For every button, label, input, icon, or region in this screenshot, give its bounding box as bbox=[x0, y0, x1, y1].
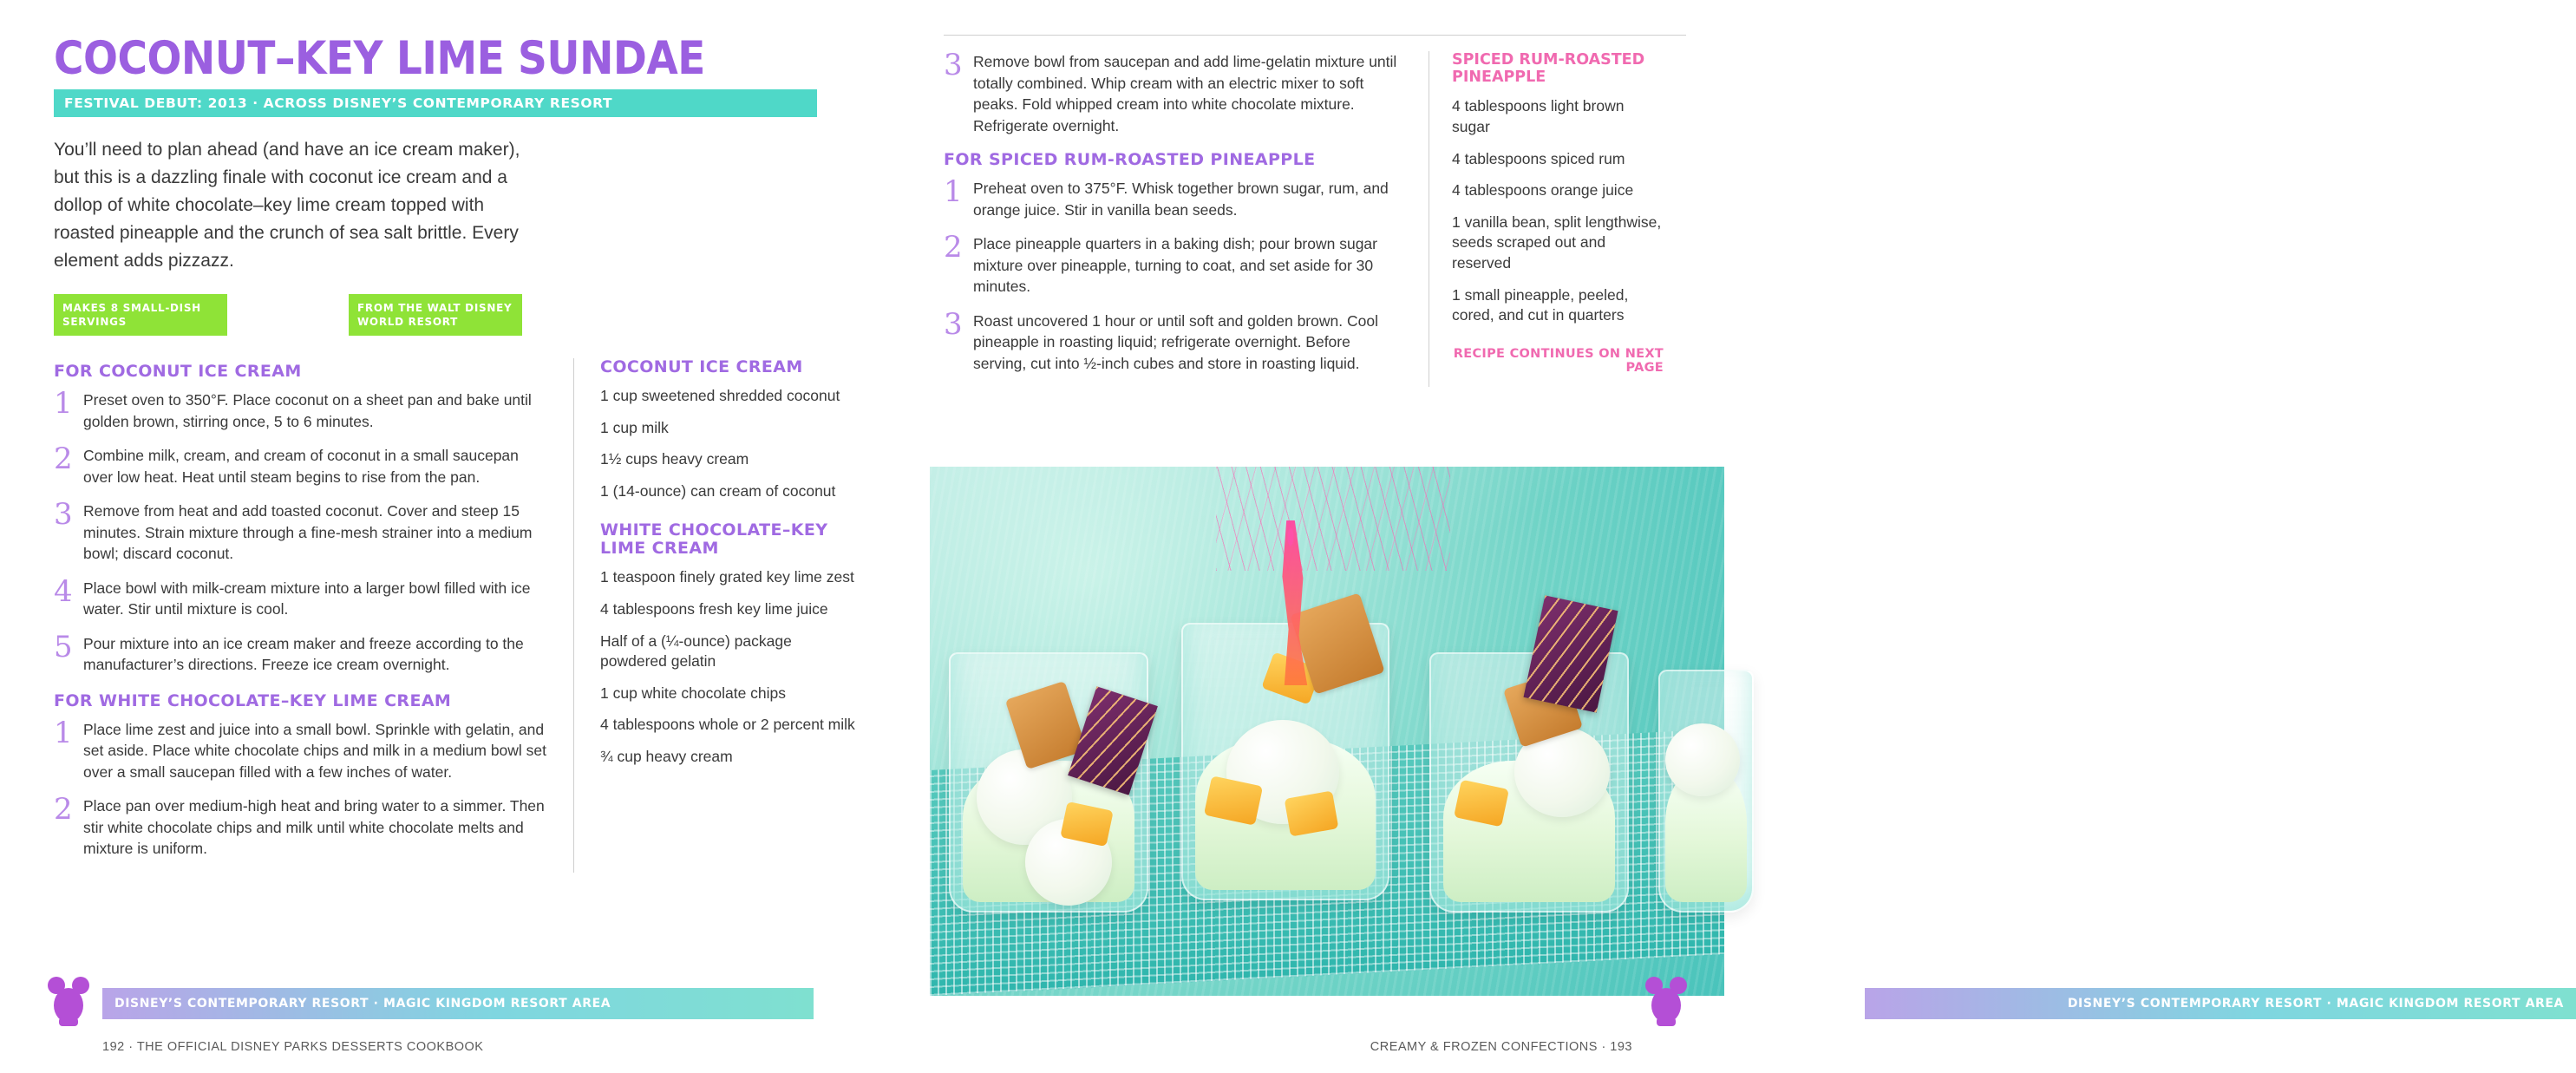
step-number: 4 bbox=[54, 573, 73, 609]
step-number: 5 bbox=[54, 629, 73, 664]
ingredient-item: 1 (14-ounce) can cream of coconut bbox=[600, 481, 836, 500]
step-text: Place lime zest and juice into a small bowl. Sprinkle with gelatin, and set aside. Place white chocolate chips and milk in a medium bowl set over a small saucepan filled with a few inches of water. bbox=[83, 720, 547, 781]
chocolate-shard bbox=[1068, 686, 1158, 795]
step-text: Roast uncovered 1 hour or until soft and golden brown. Cool pineapple in roasting liquid; refrigerate overnight. Before serving, cut into ½-inch cubes and store in roasting liquid. bbox=[973, 311, 1378, 372]
step-item bbox=[54, 497, 549, 565]
page-title: COCONUT–KEY LIME SUNDAE bbox=[54, 31, 705, 86]
recipe-intro: You’ll need to plan ahead (and have an ice cream maker), but this is a dazzling finale with coconut ice cream and a dollop of white chocolate–key lime cream topped with roasted pineapple and the crunch of sea salt brittle. Every element adds pizzazz. bbox=[54, 140, 520, 271]
sundae-glass bbox=[1658, 670, 1754, 913]
recipe-photo bbox=[930, 467, 1724, 996]
step-text: Place pan over medium-high heat and bring water to a simmer. Then stir white chocolate chips and milk until white chocolate melts and mixture is uniform. bbox=[83, 797, 545, 858]
section-heading-coconut-ice-cream: FOR COCONUT ICE CREAM bbox=[54, 362, 302, 382]
ingredient-item: 1 vanilla bean, split lengthwise, seeds scraped out and reserved bbox=[1452, 213, 1662, 272]
section-heading-spiced-rum-roasted-pineapple: FOR SPICED RUM-ROASTED PINEAPPLE bbox=[944, 150, 1316, 169]
ingredient-item: 4 tablespoons fresh key lime juice bbox=[600, 599, 828, 618]
step-item bbox=[54, 792, 549, 860]
step-number: 1 bbox=[944, 174, 963, 209]
mickey-icon bbox=[1643, 974, 1690, 1028]
ingredient-item: Half of a (¼-ounce) package powdered gelatin bbox=[600, 631, 792, 671]
ingredient-item: 4 tablespoons spiced rum bbox=[1452, 149, 1625, 167]
step-text: Place pineapple quarters in a baking dish; pour brown sugar mixture over pineapple, turning to coat, and set aside for 30 minutes. bbox=[973, 235, 1377, 295]
step-text: Preset oven to 350°F. Place coconut on a sheet pan and bake until golden brown, stirring once, 5 to 6 minutes. bbox=[83, 391, 532, 430]
ingredients-column bbox=[574, 358, 860, 873]
chocolate-stripes bbox=[1068, 686, 1158, 795]
ingredients-column-right bbox=[1429, 51, 1664, 387]
step-item bbox=[54, 386, 549, 432]
step-text: Place bowl with milk-cream mixture into a larger bowl filled with ice water. Stir until mixture is cool. bbox=[83, 579, 531, 618]
step-item bbox=[54, 629, 549, 676]
ice-cream-scoop bbox=[1665, 723, 1740, 796]
step-text: Remove bowl from saucepan and add lime-gelatin mixture until totally combined. Whip cream with an electric mixer to soft peaks. Fold whipped cream into white chocolate mixture. Refrigerate overnight. bbox=[973, 53, 1397, 134]
directions-column bbox=[54, 358, 574, 873]
step-item bbox=[944, 48, 1406, 136]
footer-banner-right: DISNEY’S CONTEMPORARY RESORT · MAGIC KINGDOM RESORT AREA bbox=[1865, 988, 2576, 1019]
ingredient-item: 1 cup sweetened shredded coconut bbox=[600, 387, 840, 405]
step-number: 2 bbox=[54, 792, 73, 828]
ingredient-item: 4 tablespoons whole or 2 percent milk bbox=[600, 716, 855, 734]
ingredient-item: 1 small pineapple, peeled, cored, and cut in quarters bbox=[1452, 285, 1629, 324]
step-number: 3 bbox=[944, 306, 963, 342]
directions-column-continued bbox=[944, 48, 1429, 387]
step-item bbox=[944, 174, 1406, 220]
right-page bbox=[919, 0, 2564, 1073]
sundae-glass bbox=[1429, 652, 1629, 913]
step-text: Pour mixture into an ice cream maker and freeze according to the manufacturer’s directions. Freeze ice cream overnight. bbox=[83, 634, 524, 674]
left-page bbox=[0, 0, 919, 1073]
ingredient-item: ¾ cup heavy cream bbox=[600, 748, 733, 766]
badge-source: FROM THE WALT DISNEY WORLD RESORT bbox=[349, 294, 522, 336]
ingredient-item: 1 cup milk bbox=[600, 418, 669, 436]
ingredient-heading-coconut-ice-cream: COCONUT ICE CREAM bbox=[600, 357, 803, 377]
step-item bbox=[54, 442, 549, 487]
ingredient-item: 1½ cups heavy cream bbox=[600, 450, 749, 468]
section-heading-white-chocolate-key-lime-cream: FOR WHITE CHOCOLATE–KEY LIME CREAM bbox=[54, 690, 452, 710]
step-number: 1 bbox=[54, 715, 73, 750]
recipe-continues-note: RECIPE CONTINUES ON NEXT PAGE bbox=[1453, 346, 1664, 375]
ingredient-item: 4 tablespoons orange juice bbox=[1452, 181, 1634, 200]
sundae-glass bbox=[1181, 623, 1389, 900]
step-item bbox=[944, 230, 1406, 298]
step-item bbox=[54, 573, 549, 620]
step-text: Remove from heat and add toasted coconut. Cover and steep 15 minutes. Strain mixture through a fine-mesh strainer into a medium bowl; discard coconut. bbox=[83, 502, 533, 563]
step-number: 1 bbox=[54, 386, 73, 422]
footer-banner-left: DISNEY’S CONTEMPORARY RESORT · MAGIC KINGDOM RESORT AREA bbox=[102, 988, 814, 1019]
step-item bbox=[54, 715, 549, 783]
left-columns bbox=[54, 358, 878, 873]
step-number: 3 bbox=[944, 48, 963, 82]
mickey-icon bbox=[45, 974, 92, 1028]
step-number: 3 bbox=[54, 497, 73, 533]
badge-servings: MAKES 8 SMALL-DISH SERVINGS bbox=[54, 294, 227, 336]
page-number-right: CREAMY & FROZEN CONFECTIONS · 193 bbox=[1370, 1040, 1632, 1054]
ingredient-heading-white-chocolate-key-lime-cream: WHITE CHOCOLATE–KEY LIME CREAM bbox=[600, 520, 828, 559]
ingredient-item: 1 teaspoon finely grated key lime zest bbox=[600, 568, 854, 586]
right-columns bbox=[944, 48, 1683, 387]
step-item bbox=[944, 306, 1406, 375]
step-number: 2 bbox=[944, 230, 963, 265]
sundae-glass bbox=[949, 652, 1148, 913]
ingredient-item: 1 cup white chocolate chips bbox=[600, 684, 787, 702]
badge-group bbox=[54, 294, 557, 336]
page-number-left: 192 · THE OFFICIAL DISNEY PARKS DESSERTS COOKBOOK bbox=[102, 1040, 484, 1054]
step-number: 2 bbox=[54, 442, 73, 477]
festival-debut-banner: FESTIVAL DEBUT: 2013 · ACROSS DISNEY’S CONTEMPORARY RESORT bbox=[54, 89, 817, 117]
ingredient-heading-spiced-rum-roasted-pineapple: SPICED RUM-ROASTED PINEAPPLE bbox=[1452, 51, 1645, 87]
ingredient-item: 4 tablespoons light brown sugar bbox=[1452, 97, 1625, 135]
step-text: Preheat oven to 375°F. Whisk together brown sugar, rum, and orange juice. Stir in vanilla bean seeds. bbox=[973, 180, 1389, 219]
step-text: Combine milk, cream, and cream of coconut in a small saucepan over low heat. Heat until steam begins to rise from the pan. bbox=[83, 447, 519, 486]
top-rule bbox=[944, 35, 1686, 36]
pink-spray-decoration bbox=[1216, 467, 1450, 571]
